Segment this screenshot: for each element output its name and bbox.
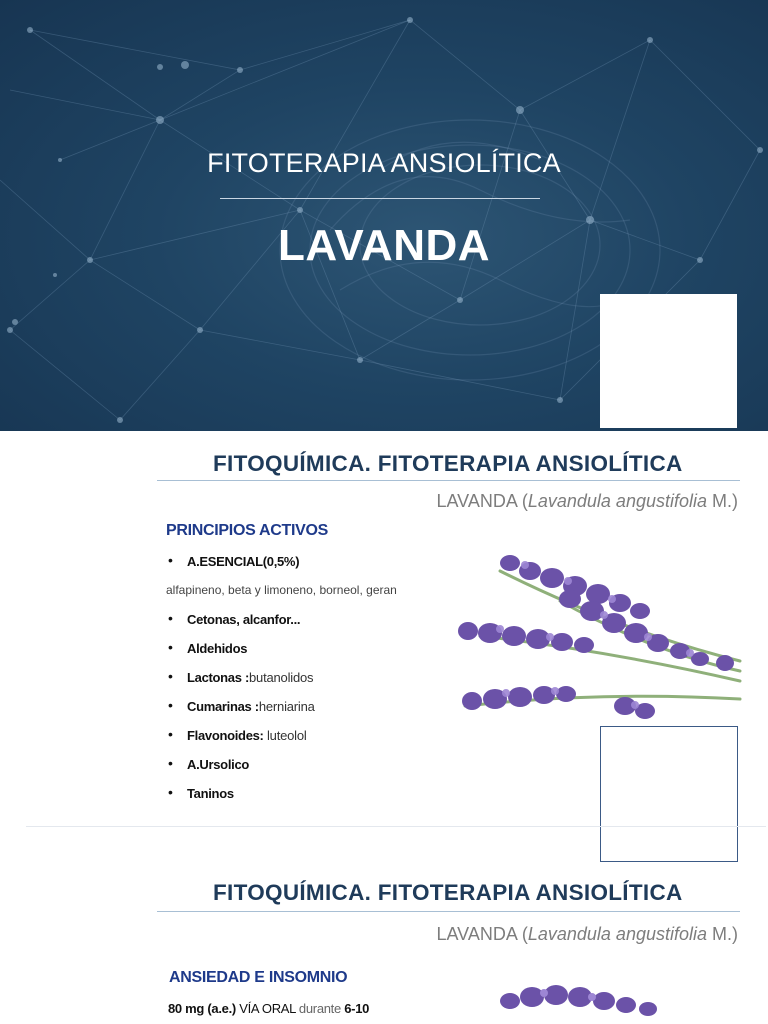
bullet-icon: • — [168, 726, 173, 742]
bullet-icon: • — [168, 552, 173, 568]
plant-name: LAVANDA (Lavandula angustifolia M.) — [436, 491, 738, 511]
anxiety-insomnia-slide — [0, 827, 768, 1024]
image-placeholder — [600, 294, 737, 428]
section-heading: ANSIEDAD E INSOMNIO — [169, 969, 348, 986]
bullet-icon: • — [168, 639, 173, 655]
phytochemistry-slide: FITOQUÍMICA. FITOTERAPIA ANSIOLÍTICA LAVANDA (Lavandula angustifolia M.) PRINCIPIOS ACTIVOS • A.ESENCIAL(0,5%) alfapineno, beta y limoneno, borneol, geran • Cetonas, alcanfor... • Aldehidos • Lactonas :butanolidos • Cumarinas :herniarina • Flavonoides: luteolol • A.Ursolico • Taninos — [0, 431, 768, 826]
bullet-icon: • — [168, 697, 173, 713]
scientific-name: Lavandula angustifolia — [527, 924, 707, 944]
section-heading: PRINCIPIOS ACTIVOS — [166, 522, 329, 539]
dosage-text: 80 mg (a.e.) VÍA ORAL durante 6-10 — [168, 1001, 370, 1016]
scientific-name: Lavandula angustifolia — [527, 491, 707, 511]
title-underline — [157, 911, 740, 912]
bullet-icon: • — [168, 784, 173, 800]
plant-name: LAVANDA (Lavandula angustifolia M.) — [436, 924, 738, 944]
bullet-icon: • — [168, 610, 173, 626]
title-underline — [157, 480, 740, 481]
bullet-icon: • — [168, 755, 173, 771]
slide-title: FITOQUÍMICA. FITOTERAPIA ANSIOLÍTICA — [213, 880, 683, 905]
hero-divider — [220, 198, 540, 199]
lavender-image — [440, 541, 745, 731]
lavender-image — [480, 977, 720, 1024]
slide-title: FITOQUÍMICA. FITOTERAPIA ANSIOLÍTICA — [213, 451, 683, 476]
title-slide — [0, 0, 768, 431]
hero-title: LAVANDA — [277, 221, 491, 270]
bullet-icon: • — [168, 668, 173, 684]
hero-subtitle: FITOTERAPIA ANSIOLÍTICA — [207, 148, 561, 178]
